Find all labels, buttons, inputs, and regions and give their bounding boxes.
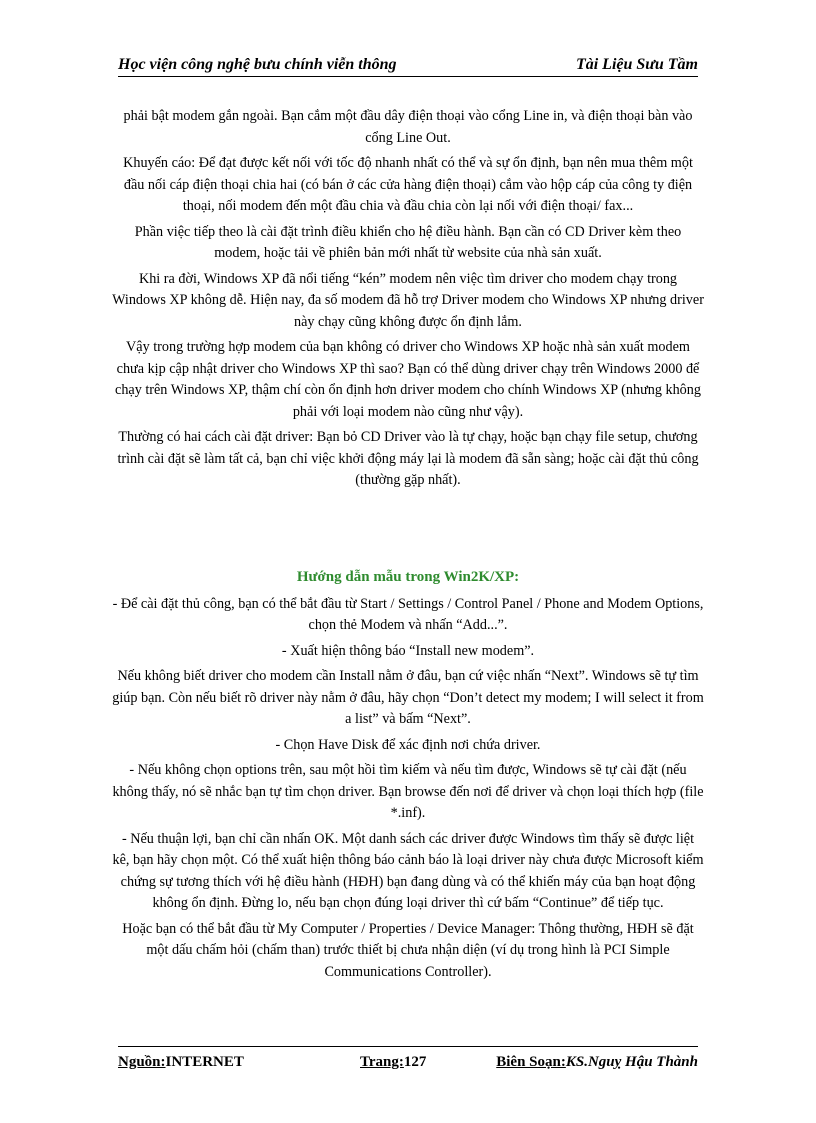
footer-page-label: Trang:	[360, 1054, 404, 1070]
footer-page-number: 127	[403, 1054, 427, 1070]
footer-page	[360, 1054, 426, 1071]
paragraph: Khi ra đời, Windows XP đã nổi tiếng “kén” modem nên việc tìm driver cho modem chạy trong Windows XP không dễ. Hiện nay, đa số modem đã hỗ trợ Driver modem cho Windows XP nhưng driver này chạy cũng không được ổn định lắm.	[112, 270, 704, 330]
paragraph: Vậy trong trường hợp modem của bạn không có driver cho Windows XP hoặc nhà sản xuất modem chưa kịp cập nhật driver cho Windows XP thì sao? Bạn có thể dùng driver chạy trên Windows 2000 để chạy trên Windows XP, thậm chí còn ổn định hơn driver modem cho chính Windows XP (nhưng không phải với loại modem nào cũng như vậy).	[115, 339, 701, 420]
paragraph: - Xuất hiện thông báo “Install new modem”.	[281, 642, 535, 659]
paragraph: Thường có hai cách cài đặt driver: Bạn bỏ CD Driver vào là tự chạy, hoặc bạn chạy file setup, chương trình cài đặt sẽ làm tất cả, bạn chỉ việc khởi động máy lại là modem đã sẵn sàng; hoặc cài đặt thủ công (thường gặp nhất).	[117, 429, 699, 488]
section-heading: Hướng dẫn mẫu trong Win2K/XP:	[296, 568, 520, 585]
paragraph: - Nếu không chọn options trên, sau một hồi tìm kiếm và nếu tìm được, Windows sẽ tự cài đặt (nếu không thấy, nó sẽ nhắc bạn tự tìm chọn driver. Bạn browse đến nơi để driver và chọn loại thích hợp (file *.inf).	[112, 762, 704, 821]
footer-divider	[118, 1046, 698, 1047]
paragraph: Hoặc bạn có thể bắt đầu từ My Computer / Properties / Device Manager: Thông thường, HĐH sẽ đặt một dấu chấm hỏi (chấm than) trước thiết bị chưa nhận diện (ví dụ trong hình là PCI Simple Communications Controller).	[122, 920, 694, 980]
footer-source-label: Nguồn:	[118, 1054, 166, 1070]
page-footer	[118, 1054, 698, 1076]
page-header	[118, 52, 698, 77]
header-institution: Học viện công nghệ bưu chính viễn thông	[118, 56, 397, 73]
footer-author	[496, 1054, 698, 1071]
footer-author-label: Biên Soạn:	[496, 1054, 566, 1070]
paragraph: Khuyến cáo: Để đạt được kết nối với tốc độ nhanh nhất có thể và sự ổn định, bạn nên mua thêm một đầu nối cáp điện thoại chia hai (có bán ở các cửa hàng điện thoại) cắm vào hộp cáp của công ty điện thoại, nối modem đến một đầu chia và đầu chia còn lại nối với điện thoại/ fax...	[123, 155, 693, 214]
section-spacer	[112, 496, 704, 566]
paragraph: - Nếu thuận lợi, bạn chỉ cần nhấn OK. Một danh sách các driver được Windows tìm thấy sẽ được liệt kê, bạn hãy chọn một. Có thể xuất hiện thông báo cảnh báo là loại driver này chưa được Microsoft kiểm chứng sự tương thích với hệ điều hành (HĐH) bạn đang dùng và có thể khiến máy của bạn hoạt động không ổn định. Đừng lo, nếu bạn chọn đúng loại driver thì cứ bấm “Continue” để tiếp tục.	[112, 830, 704, 911]
paragraph: Phần việc tiếp theo là cài đặt trình điều khiển cho hệ điều hành. Bạn cần có CD Driver kèm theo modem, hoặc tải về phiên bản mới nhất từ website của nhà sản xuất.	[134, 223, 682, 261]
paragraph: phải bật modem gắn ngoài. Bạn cắm một đầu dây điện thoại vào cổng Line in, và điện thoại bàn vào cổng Line Out.	[123, 108, 693, 146]
header-collection: Tài Liệu Sưu Tầm	[575, 56, 698, 73]
document-body	[112, 106, 704, 987]
paragraph: Nếu không biết driver cho modem cần Install nằm ở đâu, bạn cứ việc nhấn “Next”. Windows sẽ tự tìm giúp bạn. Còn nếu biết rõ driver này nằm ở đâu, hãy chọn “Don’t detect my modem; I will select it from a list” và bấm “Next”.	[112, 668, 704, 727]
footer-source-value: INTERNET	[165, 1054, 244, 1070]
footer-author-name: KS.Nguỵ Hậu Thành	[565, 1054, 698, 1070]
footer-source	[118, 1054, 244, 1071]
paragraph: - Chọn Have Disk để xác định nơi chứa driver.	[275, 736, 541, 753]
paragraph: - Để cài đặt thủ công, bạn có thể bắt đầu từ Start / Settings / Control Panel / Phone and Modem Options, chọn thẻ Modem và nhấn “Add...”.	[112, 595, 704, 633]
